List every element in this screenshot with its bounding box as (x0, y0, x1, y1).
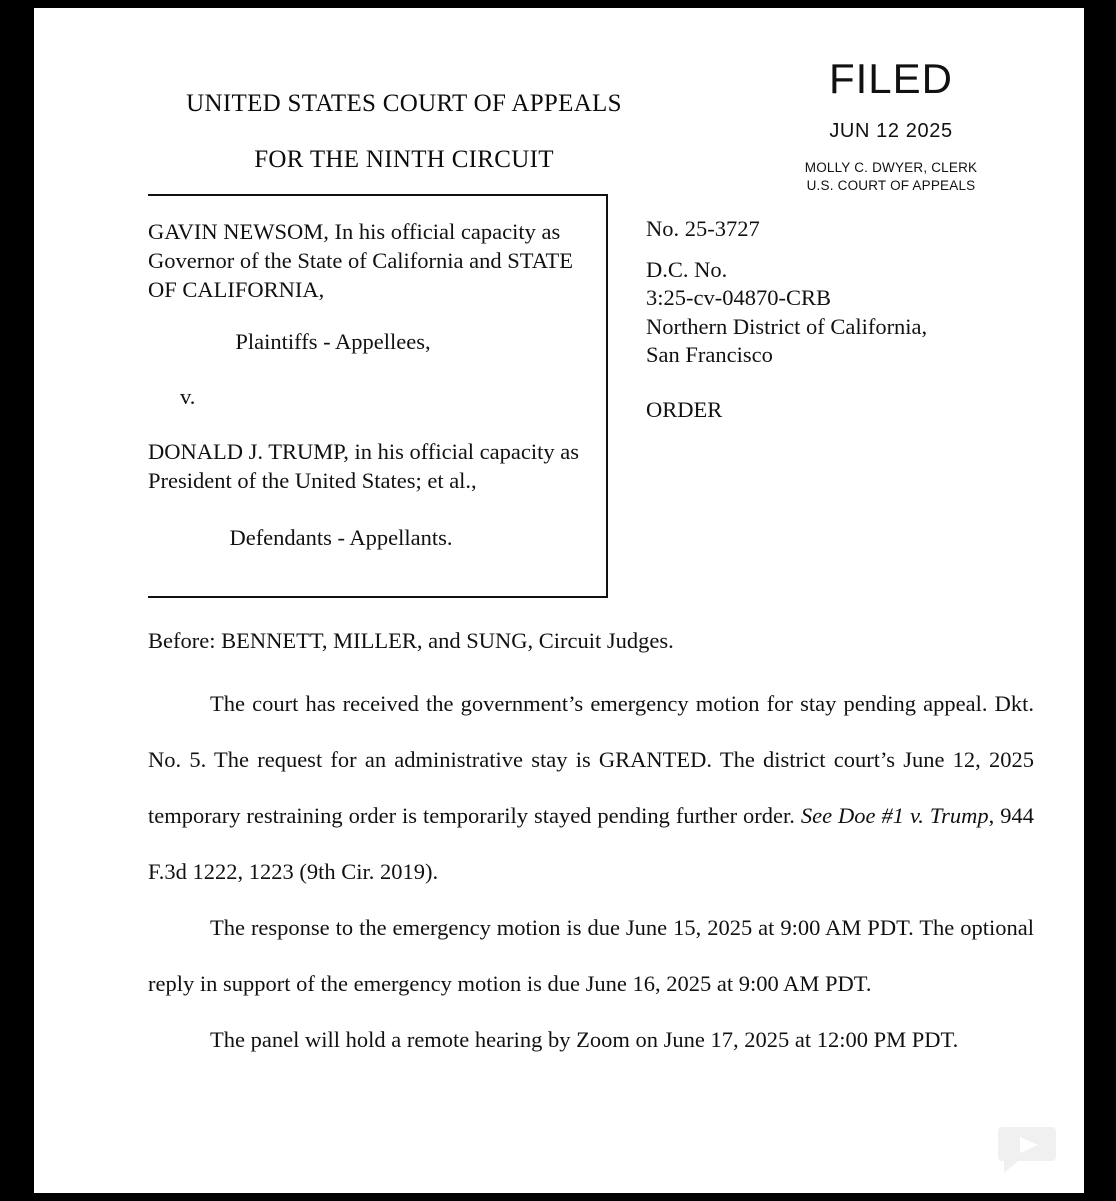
division-name: San Francisco (646, 342, 773, 368)
court-title-line-1: UNITED STATES COURT OF APPEALS (186, 90, 622, 117)
dc-number-label: D.C. No. (646, 256, 728, 282)
court-title-line-2: FOR THE NINTH CIRCUIT (254, 146, 554, 173)
document-page (34, 8, 1084, 1193)
filed-stamp (726, 55, 1056, 195)
plaintiff-name: GAVIN NEWSOM, In his official capacity as Governor of the State of California and STATE OF CALIFORNIA, (148, 219, 573, 302)
para-1-citation-italic: See Doe #1 v. Trump (800, 803, 989, 829)
order-body (148, 676, 1034, 1068)
panel-line: Before: BENNETT, MILLER, and SUNG, Circuit Judges. (148, 628, 674, 653)
case-info-block (646, 215, 1066, 424)
caption-box (148, 194, 608, 598)
plaintiff-role: Plaintiffs - Appellees, (235, 329, 431, 355)
clerk-info (726, 159, 1056, 195)
defendant-role: Defendants - Appellants. (229, 524, 453, 550)
versus-label: v. (180, 384, 196, 410)
para-1-part-3: , 944 F.3d 1222, 1223 (9th Cir. 2019). (148, 803, 1034, 885)
para-1-part-1: The court has received the government’s emergency motion for stay pending appeal. Dkt. No. 5. The request for an administrative stay is GRANTED. The district court’s June 12, 2025 temporary restraining order is temporarily stayed pending further order. (148, 691, 1034, 829)
district-name: Northern District of California, (646, 313, 928, 339)
play-badge-icon (996, 1123, 1058, 1175)
paragraph-1 (148, 676, 1034, 900)
paragraph-3 (148, 1012, 1034, 1068)
dc-number-value: 3:25-cv-04870-CRB (646, 285, 831, 311)
clerk-name: MOLLY C. DWYER, CLERK (804, 160, 978, 175)
filed-label: FILED (828, 55, 954, 102)
document-type: ORDER (646, 396, 723, 422)
paragraph-2 (148, 900, 1034, 1012)
case-number: No. 25-3727 (646, 216, 760, 241)
clerk-court: U.S. COURT OF APPEALS (806, 178, 976, 194)
para-2-text: The response to the emergency motion is due June 15, 2025 at 9:00 AM PDT. The optional reply in support of the emergency motion is due June 16, 2025 at 9:00 AM PDT. (148, 915, 1034, 997)
filed-date: JUN 12 2025 (829, 120, 953, 142)
defendant-name: DONALD J. TRUMP, in his official capacity as President of the United States; et al., (148, 438, 579, 493)
para-3-text: The panel will hold a remote hearing by Zoom on June 17, 2025 at 12:00 PM PDT. (210, 1027, 959, 1053)
